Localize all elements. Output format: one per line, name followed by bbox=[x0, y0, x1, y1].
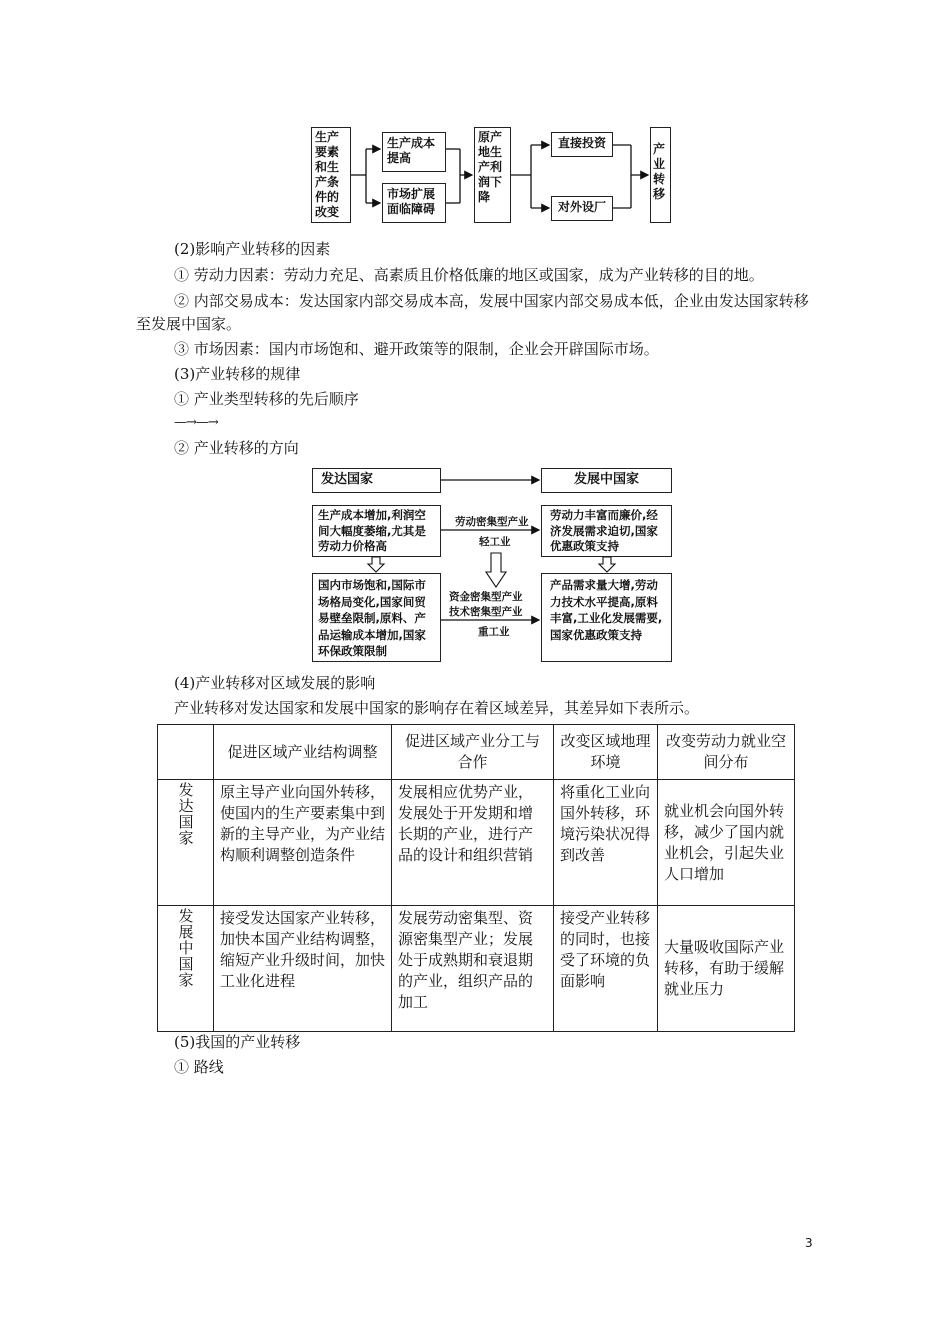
section-3-point-1: ① 产业类型转移的先后顺序 bbox=[174, 390, 359, 408]
table-header-cell: 改变区域地理环境 bbox=[554, 725, 658, 780]
flow-arrows-2 bbox=[0, 450, 950, 670]
direct-invest-box: 直接投资 bbox=[551, 132, 613, 157]
market-barrier-box: 市场扩展面临障碍 bbox=[382, 183, 446, 223]
developed-reason-1: 生产成本增加,利润空间大幅度萎缩,尤其是劳动力价格高 bbox=[312, 505, 441, 557]
table-cell: 将重化工业向国外转移，环境污染状况得到改善 bbox=[554, 780, 658, 906]
table-header-cell: 改变劳动力就业空间分布 bbox=[658, 725, 795, 780]
table-header-cell: 促进区域产业结构调整 bbox=[214, 725, 392, 780]
section-5-title: (5)我国的产业转移 bbox=[174, 1033, 301, 1051]
section-4-title: (4)产业转移对区域发展的影响 bbox=[174, 674, 376, 692]
table-header-cell: 促进区域产业分工与合作 bbox=[392, 725, 554, 780]
section-5-point-1: ① 路线 bbox=[174, 1058, 224, 1076]
table-cell: 发展相应优势产业，发展处于开发期和增长期的产业，进行产品的设计和组织营销 bbox=[392, 780, 554, 906]
section-3-point-2: ② 产业转移的方向 bbox=[174, 439, 299, 457]
overseas-plant-box: 对外设厂 bbox=[551, 196, 613, 221]
result-box: 产业转移 bbox=[650, 127, 671, 223]
table-cell: 发展劳动密集型、资源密集型产业；发展处于成熟期和衰退期的产业，组织产品的加工 bbox=[392, 906, 554, 1032]
flow-arrows-1 bbox=[0, 0, 950, 260]
row-label-cell: 发达国家 bbox=[158, 780, 214, 906]
section-3-title: (3)产业转移的规律 bbox=[174, 365, 301, 383]
row-label-cell: 发展中国家 bbox=[158, 906, 214, 1032]
table-cell: 就业机会向国外转移，减少了国内就业机会，引起失业人口增加 bbox=[658, 780, 795, 906]
table-cell: 接受产业转移的同时，也接受了环境的负面影响 bbox=[554, 906, 658, 1032]
table-header-cell bbox=[158, 725, 214, 780]
arrow2-top-label-2: 技术密集型产业 bbox=[449, 606, 523, 618]
section-2-point-1: ① 劳动力因素：劳动力充足、高素质且价格低廉的地区或国家，成为产业转移的目的地。 bbox=[174, 266, 764, 284]
table-cell: 原主导产业向国外转移，使国内的生产要素集中到新的主导产业，为产业结构顺利调整创造条件 bbox=[214, 780, 392, 906]
table-row bbox=[158, 906, 795, 1032]
impact-comparison-table bbox=[157, 724, 795, 1032]
section-2-point-3: ③ 市场因素：国内市场饱和、避开政策等的限制，企业会开辟国际市场。 bbox=[174, 340, 659, 358]
table-header-row bbox=[158, 725, 795, 780]
arrow1-bottom-label: 轻工业 bbox=[479, 536, 511, 548]
arrow1-top-label: 劳动密集型产业 bbox=[455, 516, 529, 528]
section-2-point-2: ② 内部交易成本：发达国家内部交易成本高，发展中国家内部交易成本低，企业由发达国家转移至发展中国家。 bbox=[136, 292, 809, 333]
cost-up-box: 生产成本提高 bbox=[382, 132, 446, 172]
factor-change-box: 生产要素和生产条件的改变 bbox=[311, 127, 351, 223]
developed-country-box: 发达国家 bbox=[312, 468, 441, 493]
page-number: 3 bbox=[805, 1236, 813, 1250]
developing-reason-1: 劳动力丰富而廉价,经济发展需求迫切,国家优惠政策支持 bbox=[541, 505, 672, 557]
profit-down-box: 原产地生产利润下降 bbox=[474, 127, 511, 223]
developed-reason-2: 国内市场饱和,国际市场格局变化,国家间贸易壁垒限制,原料、产品运输成本增加,国家环保政策限制 bbox=[312, 573, 441, 662]
section-4-intro: 产业转移对发达国家和发展中国家的影响存在着区域差异，其差异如下表所示。 bbox=[174, 699, 700, 717]
developing-country-box: 发展中国家 bbox=[541, 468, 672, 493]
table-row bbox=[158, 780, 795, 906]
table-cell: 大量吸收国际产业转移，有助于缓解就业压力 bbox=[658, 906, 795, 1032]
table-cell: 接受发达国家产业转移，加快本国产业结构调整，缩短产业升级时间，加快工业化进程 bbox=[214, 906, 392, 1032]
arrow2-bottom-label: 重工业 bbox=[478, 626, 510, 638]
section-2-title: (2)影响产业转移的因素 bbox=[174, 240, 331, 258]
developing-reason-2: 产品需求量大增,劳动力技术水平提高,原料丰富,工业化发展需要,国家优惠政策支持 bbox=[541, 573, 672, 662]
sequence-arrows: —→—→ bbox=[174, 415, 218, 430]
arrow2-top-label-1: 资金密集型产业 bbox=[449, 591, 523, 603]
